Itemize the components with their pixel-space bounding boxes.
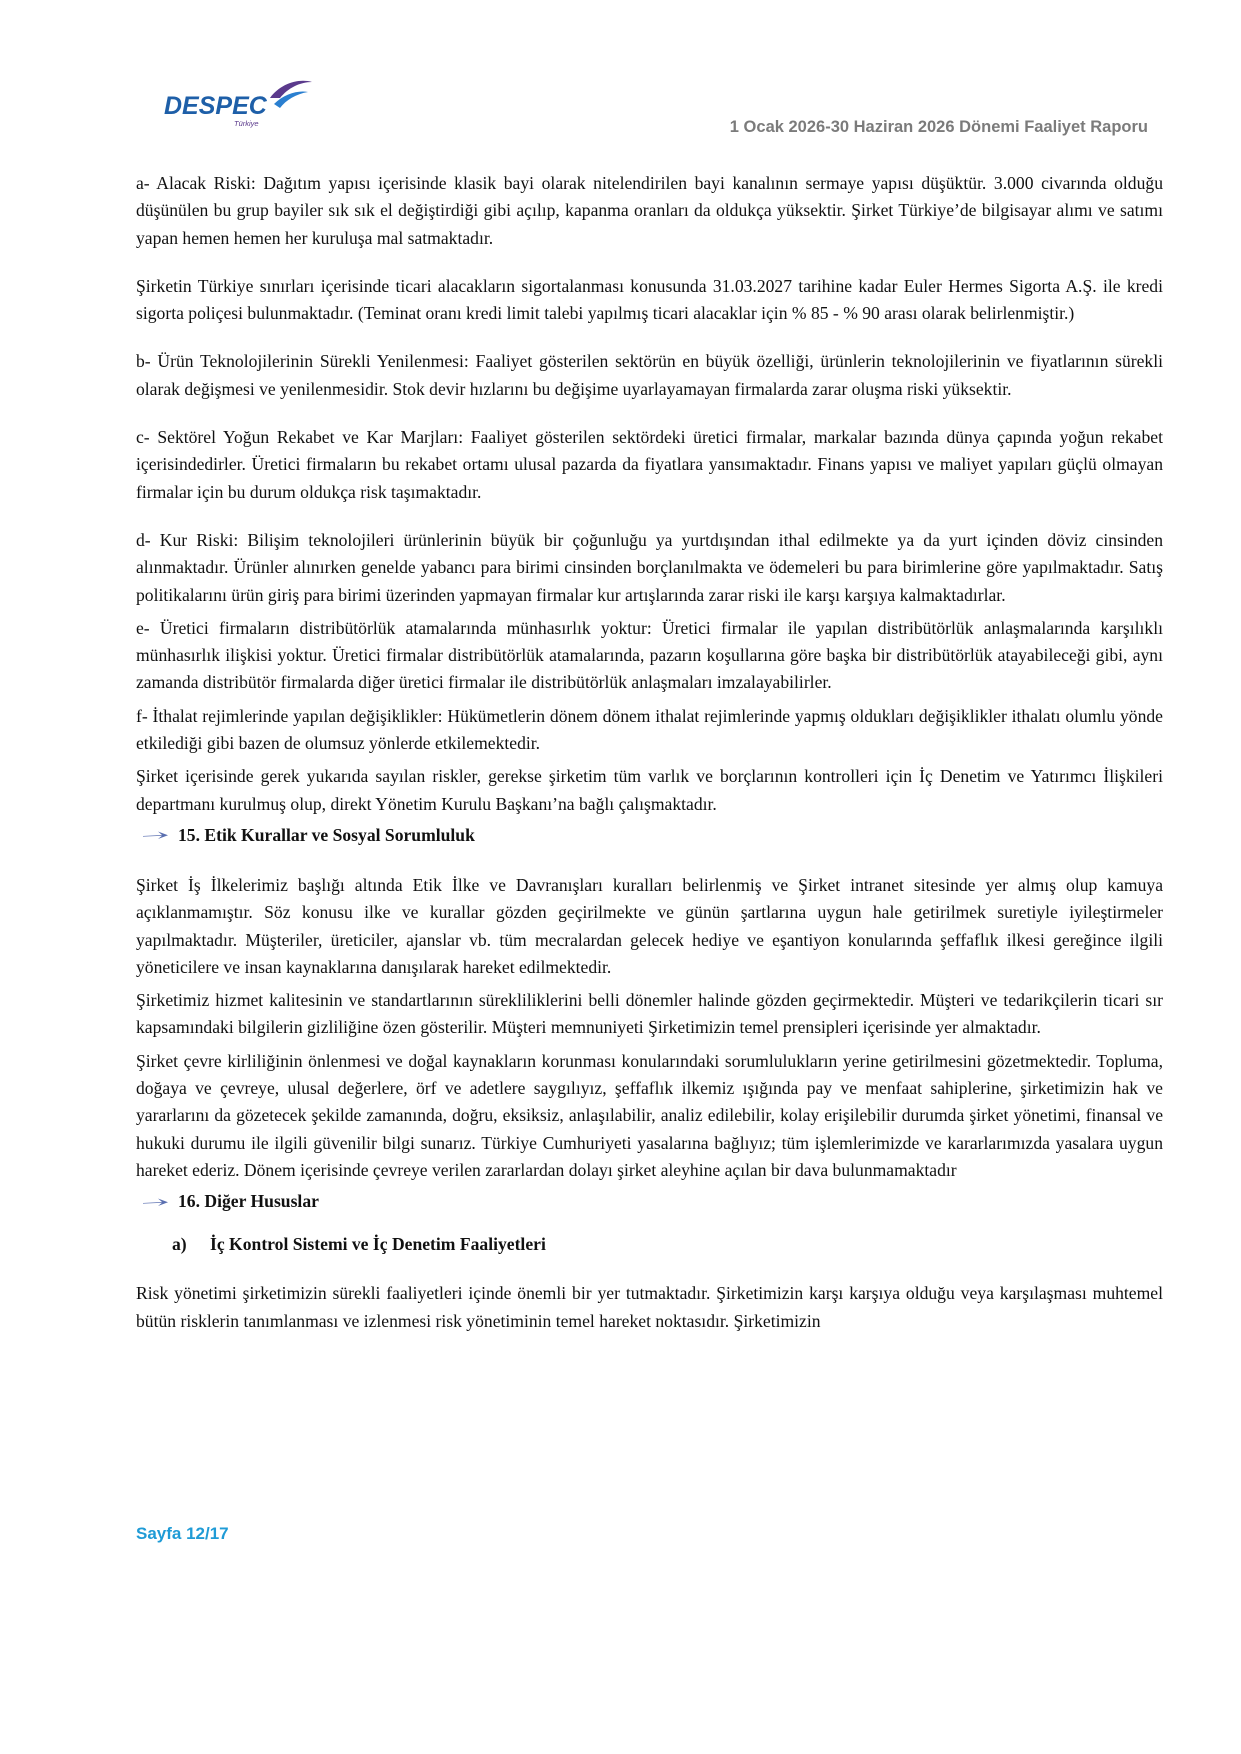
despec-logo: [162, 74, 312, 136]
paragraph-internal-audit: Şirket içerisinde gerek yukarıda sayılan riskler, gerekse şirketim tüm varlık ve borçlarının kontrolleri için İç Denetim ve Yatırımcı İlişkileri departmanı kurulmuş olup, direkt Yönetim Kurulu Başkanı’na bağlı çalışmaktadır.: [136, 766, 1163, 814]
subsection-a-title: İç Kontrol Sistemi ve İç Denetim Faaliyetleri: [210, 1234, 546, 1255]
paragraph-currency-risk: d- Kur Riski: Bilişim teknolojileri ürünlerinin büyük bir çoğunluğu ya yurtdışından ithal edilmekte ya da yurt içinden döviz cinsinden alınmaktadır. Ürünler alınırken genelde yabancı para birimi cinsinden borçlanılmakta ve ödemeleri bu para birimlerine göre yapılmaktadır. Satış politikalarını ürün giriş para birimi üzerinden yapmayan firmalar kur artışlarında zarar riski ile karşı karşıya kalmaktadırlar.: [136, 529, 1163, 605]
subsection-a-letter: a): [172, 1234, 187, 1255]
logo-subtext: Türkiye: [234, 119, 259, 128]
paragraph-receivable-risk: a- Alacak Riski: Dağıtım yapısı içerisinde klasik bayi olarak nitelendirilen bayi kanalının sermaye yapısı düşüktür. 3.000 civarında olduğu düşünülen bu grup bayiler sık sık el değiştirdiği gibi açılıp, kapanma oranları da oldukça yüksektir. Şirket Türkiye’de bilgisayar alımı ve satımı yapan hemen hemen her kuruluşa mal satmaktadır.: [136, 173, 1163, 248]
paragraph-ethics-rules: Şirket İş İlkelerimiz başlığı altında Etik İlke ve Davranışları kuralları belirlenmiş ve Şirket intranet sitesinde yer almış olup kamuya açıklanmamıştır. Söz konusu ilke ve kurallar gözden geçirilmekte ve günün şartlarına uygun hale getirilmek suretiyle iyileştirmeler yapılmaktadır. Müşteriler, üreticiler, ajanslar vb. tüm mecralardan gelecek hediye ve eşantiyon konularında şeffaflık ilkesi gereğince ilgili yöneticilere ve insan kaynaklarına danışılarak hareket edilmektedir.: [136, 874, 1163, 977]
logo-wordmark: DESPEC: [164, 92, 267, 120]
paragraph-environment: Şirket çevre kirliliğinin önlenmesi ve doğal kaynakların korunması konularındaki sorumlulukların yerine getirilmesini gözetmektedir. Topluma, doğaya ve çevreye, ulusal değerlere, örf ve adetlere saygılıyız, şeffaflık ilkemiz ışığında pay ve menfaat sahiplerine, şirketimizin hak ve yararlarını da gözetecek şekilde zamanında, doğru, eksiksiz, anlaşılabilir, analiz edilebilir, kolay erişilebilir durumda şirket yönetimi, finansal ve hukuki durumu ile ilgili güvenilir bilgi sunarız. Türkiye Cumhuriyeti yasalarına bağlıyız; tüm işlemlerimizde ve kararlarımızda yasalara uygun hareket ederiz. Dönem içerisinde çevreye verilen zararlardan dolayı şirket aleyhine açılan bir dava bulunmamaktadır: [136, 1050, 1163, 1180]
section-16-heading: [142, 1188, 1163, 1215]
report-title: 1 Ocak 2026-30 Haziran 2026 Dönemi Faaliyet Raporu: [729, 118, 1148, 136]
section-15-title: 15. Etik Kurallar ve Sosyal Sorumluluk: [178, 824, 475, 845]
section-arrow-icon: [142, 1196, 170, 1208]
paragraph-distributor-exclusivity: e- Üretici firmaların distribütörlük atamalarında münhasırlık yoktur: Üretici firmalar ile yapılan distribütörlük anlaşmalarında karşılıklı münhasırlık ilişkisi yoktur. Üretici firmalar distribütörlük atamalarında, pazarın koşullarına göre başka bir distribütörlük atayabileceği gibi, aynı zamanda distribütör firmalarda diğer üretici firmalar ile distribütörlük anlaşmaları imzalayabilirler.: [136, 617, 1163, 693]
section-15-heading: [142, 822, 1163, 849]
paragraph-sector-competition: c- Sektörel Yoğun Rekabet ve Kar Marjları: Faaliyet gösterilen sektördeki üretici firmalar, markalar bazında dünya çapında yoğun rekabet içerisindedirler. Üretici firmaların bu rekabet ortamı ulusal pazarda da fiyatlara yansımaktadır. Finans yapısı ve maliyet yapıları güçlü olmayan firmalar için bu durum oldukça risk taşımaktadır.: [136, 427, 1163, 502]
paragraph-risk-management: Risk yönetimi şirketimizin sürekli faaliyetleri içinde önemli bir yer tutmaktadır. Şirketimizin karşı karşıya olduğu veya karşılaşması muhtemel bütün risklerin tanımlanması ve izlenmesi risk yönetiminin temel hareket noktasıdır. Şirketimizin: [136, 1283, 1163, 1331]
paragraph-service-quality: Şirketimiz hizmet kalitesinin ve standartlarının sürekliliklerini belli dönemler halinde gözden geçirmektedir. Müşteri ve tedarikçilerin ticari sır kapsamındaki bilgilerin gizliliğine özen gösterilir. Müşteri memnuniyeti Şirketimizin temel prensipleri içerisinde yer almaktadır.: [136, 990, 1163, 1038]
document-body: [136, 170, 1163, 1335]
section-16-title: 16. Diğer Hususlar: [178, 1191, 319, 1212]
paragraph-import-regime: f- İthalat rejimlerinde yapılan değişiklikler: Hükümetlerin dönem dönem ithalat rejimlerinde yapmış oldukları değişiklikler ithalatı olumlu yönde etkilediği gibi bazen de olumsuz yönlerde etkilemektedir.: [136, 705, 1163, 754]
paragraph-technology-renewal: b- Ürün Teknolojilerinin Sürekli Yenilenmesi: Faaliyet gösterilen sektörün en büyük özelliği, ürünlerin teknolojilerinin ve fiyatlarının sürekli olarak değişmesi ve yenilenmesidir. Stok devir hızlarını bu değişime uyarlayamayan firmalarda zarar oluşma riski yüksektir.: [136, 351, 1163, 399]
page-number: Sayfa 12/17: [136, 1524, 229, 1543]
despec-logo-graphic: [162, 74, 312, 136]
subsection-a-heading: [172, 1231, 1163, 1258]
section-arrow-icon: [142, 829, 170, 841]
paragraph-credit-insurance: Şirketin Türkiye sınırları içerisinde ticari alacakların sigortalanması konusunda 31.03.2027 tarihine kadar Euler Hermes Sigorta A.Ş. ile kredi sigorta poliçesi bulunmaktadır. (Teminat oranı kredi limit talebi yapılmış ticari alacaklar için % 85 - % 90 arası olarak belirlenmiştir.): [136, 275, 1163, 324]
